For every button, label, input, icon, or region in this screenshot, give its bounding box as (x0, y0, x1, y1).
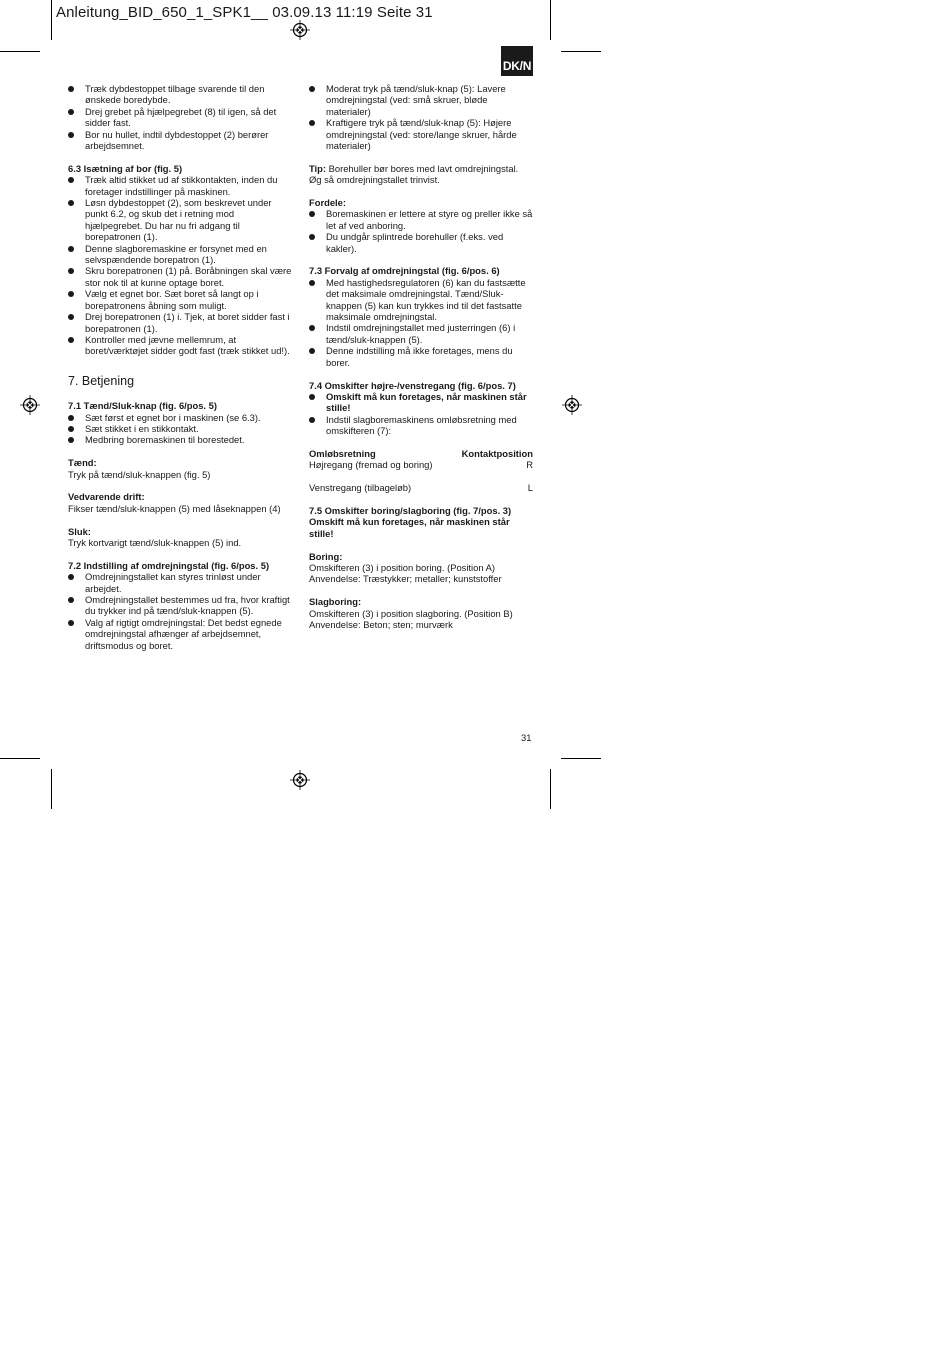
page-number: 31 (521, 732, 532, 743)
table-header: Omløbsretning Kontaktposition (309, 447, 533, 459)
list-item: Træk dybdestoppet tilbage svarende til den ønskede boredybde. (68, 83, 292, 106)
list-item: Medbring boremaskinen til borestedet. (68, 434, 292, 445)
paragraph: Fikser tænd/sluk-knappen (5) med låseknappen (4) (68, 502, 281, 514)
list-item-warning: Omskift må kun foretages, når maskinen står stille! (309, 391, 533, 414)
list-item: Drej grebet på hjælpegrebet (8) til igen, så det sidder fast. (68, 106, 292, 129)
list-item: Træk altid stikket ud af stikkontakten, inden du foretager indstillinger på maskinen. (68, 174, 292, 197)
subheading-advantages: Fordele: (309, 197, 346, 209)
crop-mark (0, 51, 40, 52)
table-row: Højregang (fremad og boring) R (309, 459, 533, 471)
crop-mark (51, 0, 52, 40)
list-item: Indstil slagboremaskinens omløbsretning med omskifteren (7): (309, 414, 533, 437)
registration-mark-icon (20, 395, 40, 415)
paragraph: Tryk kortvarigt tænd/sluk-knappen (5) ind. (68, 536, 242, 548)
crop-mark (51, 769, 52, 809)
list-item: Vælg et egnet bor. Sæt boret så langt op i borepatronens åbning som muligt. (68, 288, 292, 311)
section-heading: 6.3 Isætning af bor (fig. 5) (68, 162, 183, 174)
list-item: Omdrejningstallet kan styres trinløst under arbejdet. (68, 571, 292, 594)
right-column (309, 83, 533, 630)
section-heading: 7.3 Forvalg af omdrejningstal (fig. 6/pos. 6) (309, 265, 500, 277)
subheading-drilling: Boring: (309, 550, 343, 562)
subheading-continuous: Vedvarende drift: (68, 491, 145, 503)
section-heading: 7.2 Indstilling af omdrejningstal (fig. 6/pos. 5) (68, 559, 270, 571)
section-heading: 7.5 Omskifter boring/slagboring (fig. 7/pos. 3) (309, 504, 512, 516)
registration-mark-icon (290, 20, 310, 40)
list-item: Du undgår splintrede borehuller (f.eks. ved kakler). (309, 231, 533, 254)
section-heading: 7.1 Tænd/Sluk-knap (fig. 6/pos. 5) (68, 400, 217, 412)
list-item: Omdrejningstallet bestemmes ud fra, hvor kraftigt du trykker ind på tænd/sluk-knappen (5). (68, 594, 292, 617)
list-item: Denne indstilling må ikke foretages, mens du borer. (309, 345, 533, 368)
list-item: Drej borepatronen (1) i. Tjek, at boret sidder fast i borepatronen (1). (68, 311, 292, 334)
crop-mark (0, 758, 40, 759)
chapter-title: 7. Betjening (68, 373, 135, 388)
list-item: Kontroller med jævne mellemrum, at boret/værktøjet sidder godt fast (træk stikket ud!). (68, 334, 292, 357)
section-heading: 7.4 Omskifter højre-/venstregang (fig. 6/pos. 7) (309, 379, 516, 391)
crop-mark (561, 51, 601, 52)
crop-mark (550, 769, 551, 809)
subheading-off: Sluk: (68, 525, 91, 537)
paragraph: Anvendelse: Træstykker; metaller; kunststoffer (309, 573, 502, 585)
paragraph: Tryk på tænd/sluk-knappen (fig. 5) (68, 468, 211, 480)
list-item: Bor nu hullet, indtil dybdestoppet (2) berører arbejdsemnet. (68, 129, 292, 152)
list-item: Indstil omdrejningstallet med justerringen (6) i tænd/sluk-knappen (5). (309, 322, 533, 345)
warning-text: Omskift må kun foretages, når maskinen står stille! (309, 516, 510, 539)
list-item: Denne slagboremaskine er forsynet med en selvspændende borepatron (1). (68, 243, 292, 266)
crop-mark (550, 0, 551, 40)
language-tab: DK/N (501, 46, 533, 76)
left-column (68, 83, 292, 651)
list-item: Sæt stikket i en stikkontakt. (68, 423, 292, 434)
paragraph: Anvendelse: Beton; sten; murværk (309, 618, 453, 630)
table-row: Venstregang (tilbageløb) L (309, 482, 533, 494)
subheading-hammer-drilling: Slagboring: (309, 596, 362, 608)
list-item: Boremaskinen er lettere at styre og preller ikke så let af ved anboring. (309, 208, 533, 231)
list-item: Løsn dybdestoppet (2), som beskrevet under punkt 6.2, og skub det i retning mod hjælpegrebet. Du har nu fri adgang til borepatronen (1). (68, 197, 292, 243)
list-item: Moderat tryk på tænd/sluk-knap (5): Lavere omdrejningstal (ved: små skruer, bløde materialer) (309, 83, 533, 117)
paragraph: Omskifteren (3) i position slagboring. (Position B) (309, 607, 513, 619)
paragraph: Omskifteren (3) i position boring. (Position A) (309, 561, 496, 573)
registration-mark-icon (290, 770, 310, 790)
print-slug: Anleitung_BID_650_1_SPK1__ 03.09.13 11:19 Seite 31 (56, 4, 433, 21)
subheading-on: Tænd: (68, 457, 97, 469)
tip-paragraph: Tip: Borehuller bør bores med lavt omdrejningstal. Øg så omdrejningstallet trinvist. (309, 162, 519, 186)
list-item: Med hastighedsregulatoren (6) kan du fastsætte det maksimale omdrejningstal. Tænd/Sluk-knappen (5) kan kun trykkes ind til det fastsatte maksimale omdrejningstal. (309, 277, 533, 323)
list-item: Sæt først et egnet bor i maskinen (se 6.3). (68, 412, 292, 423)
direction-table (309, 448, 533, 494)
list-item: Skru borepatronen (1) på. Boråbningen skal være stor nok til at kunne optage boret. (68, 265, 292, 288)
list-item: Valg af rigtigt omdrejningstal: Det bedst egnede omdrejningstal afhænger af arbejdsemnet, driftsmodus og boret. (68, 617, 292, 651)
registration-mark-icon (562, 395, 582, 415)
crop-mark (561, 758, 601, 759)
list-item: Kraftigere tryk på tænd/sluk-knap (5): Højere omdrejningstal (ved: store/lange skruer, hårde materialer) (309, 117, 533, 151)
